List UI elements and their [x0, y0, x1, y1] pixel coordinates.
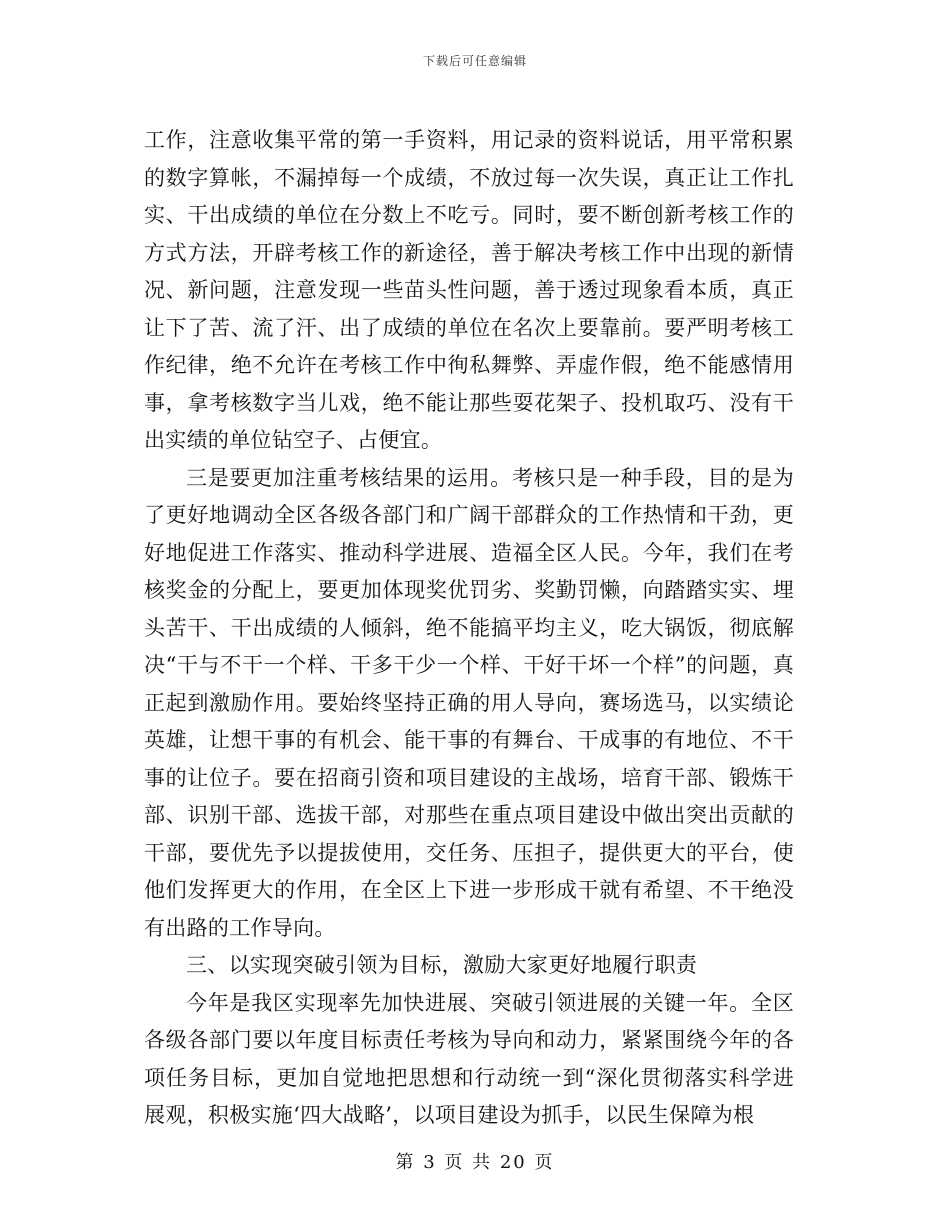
- page-number: 第 3 页 共 20 页: [395, 1152, 555, 1173]
- body-text: [144, 122, 794, 1135]
- paragraph-2: 三是要更加注重考核结果的运用。考核只是一种手段，目的是为了更好地调动全区各级各部门和广阔干部群众的工作热情和干劲，更好地促进工作落实、推动科学进展、造福全区人民。今年，我们在考核奖金的分配上，要更加体现奖优罚劣、奖勤罚懒，向踏踏实实、埋头苦干、干出成绩的人倾斜，绝不能搞平均主义，吃大锅饭，彻底解决“干与不干一个样、干多干少一个样、干好干坏一个样”的问题，真正起到激励作用。要始终坚持正确的用人导向，赛场选马，以实绩论英雄，让想干事的有机会、能干事的有舞台、干成事的有地位、不干事的让位子。要在招商引资和项目建设的主战场，培育干部、锻炼干部、识别干部、选拔干部，对那些在重点项目建设中做出突出贡献的干部，要优先予以提拔使用，交任务、压担子，提供更大的平台，使他们发挥更大的作用，在全区上下进一步形成干就有希望、不干绝没有出路的工作导向。: [144, 465, 794, 940]
- paragraph-1: 工作，注意收集平常的第一手资料，用记录的资料说话，用平常积累的数字算帐，不漏掉每一个成绩，不放过每一次失误，真正让工作扎实、干出成绩的单位在分数上不吃亏。同时，要不断创新考核工作的方式方法，开辟考核工作的新途径，善于解决考核工作中出现的新情况、新问题，注意发现一些苗头性问题，善于透过现象看本质，真正让下了苦、流了汗、出了成绩的单位在名次上要靠前。要严明考核工作纪律，绝不允许在考核工作中徇私舞弊、弄虚作假，绝不能感情用事，拿考核数字当儿戏，绝不能让那些耍花架子、投机取巧、没有干出实绩的单位钻空子、占便宜。: [144, 128, 794, 452]
- header-note: 下载后可任意编辑: [422, 54, 527, 68]
- paragraph-3: 今年是我区实现率先加快进展、突破引领进展的关键一年。全区各级各部门要以年度目标责任考核为导向和动力，紧紧围绕今年的各项任务目标，更加自觉地把思想和行动统一到“深化贯彻落实科学进展观，积极实施‘四大战略’，以项目建设为抓手，以民生保障为根: [144, 990, 794, 1127]
- section-heading: 三、以实现突破引领为目标，激励大家更好地履行职责: [186, 953, 698, 977]
